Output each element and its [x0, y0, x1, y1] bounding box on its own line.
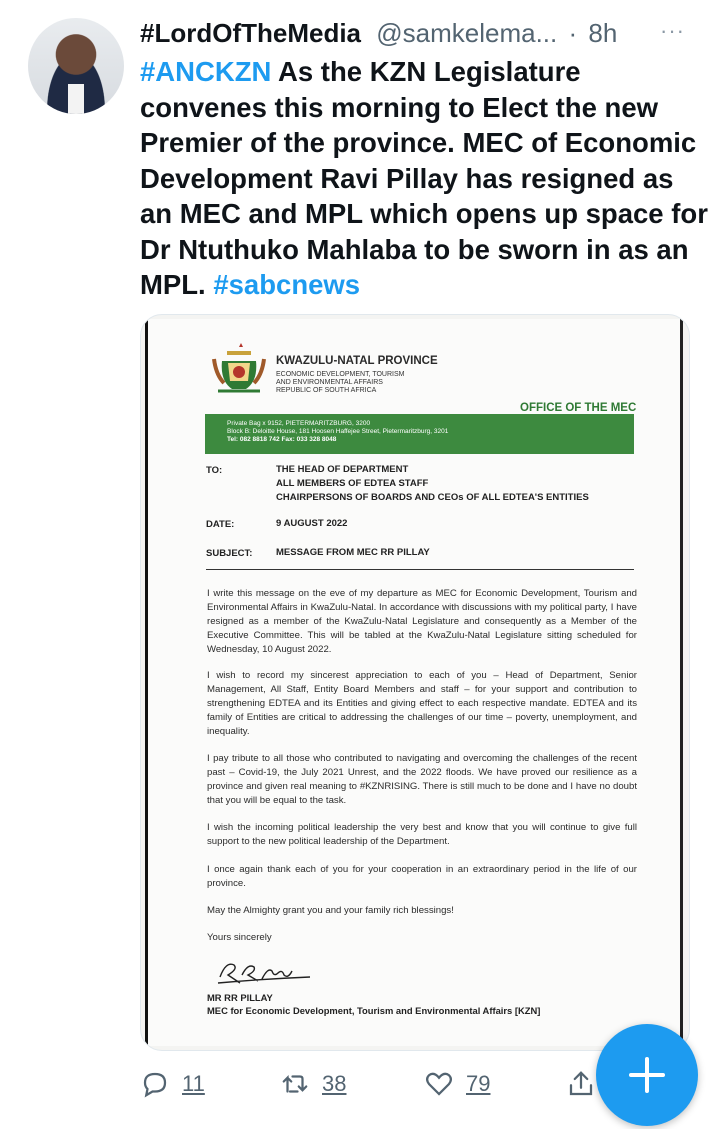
tweet-actions	[140, 1064, 620, 1104]
letterhead-office: OFFICE OF THE MEC	[520, 402, 637, 414]
subject-label: SUBJECT:	[206, 548, 253, 559]
letterhead-department: ECONOMIC DEVELOPMENT, TOURISM AND ENVIRONMENTAL AFFAIRS REPUBLIC OF SOUTH AFRICA	[276, 371, 405, 394]
separator-dot: ·	[568, 18, 578, 48]
reply-button[interactable]	[140, 1064, 205, 1104]
signature-image	[212, 955, 316, 987]
user-handle[interactable]: @samkelema...	[376, 18, 558, 48]
divider	[206, 569, 634, 570]
hashtag-link[interactable]: #ANCKZN	[140, 56, 272, 87]
coat-of-arms-icon	[210, 341, 268, 397]
letter-paragraph: May the Almighty grant you and your family rich blessings!	[207, 905, 454, 916]
like-button[interactable]	[424, 1064, 490, 1104]
share-icon	[566, 1069, 596, 1099]
reply-icon	[140, 1069, 170, 1099]
letter-paragraph: I wish the incoming political leadership the very best and know that you will continue to give full support to the new political leadership of the Department.	[207, 822, 637, 847]
tweet-image[interactable]	[140, 314, 690, 1051]
letter-paragraph: I wish to record my sincerest appreciation to each of you – Head of Department, Senior Management, All Staff, Entity Board Members and staff – for your support and contribution to strengthening EDTEA and its Entities and giving effect to each respective mandate. EDTEA and its family of Entities are critical to addressing the challenges of our time – poverty, unemployment, and inequality.	[207, 670, 637, 737]
retweet-count: 38	[322, 1071, 347, 1096]
letterhead-province: KWAZULU-NATAL PROVINCE	[276, 355, 438, 367]
retweet-icon	[280, 1069, 310, 1099]
timestamp[interactable]: 8h	[588, 18, 618, 48]
to-recipients: THE HEAD OF DEPARTMENT ALL MEMBERS OF EDTEA STAFF CHAIRPERSONS OF BOARDS AND CEOs OF ALL EDTEA'S ENTITIES	[276, 464, 589, 503]
tweet-text	[140, 54, 710, 303]
letter-date: 9 AUGUST 2022	[276, 518, 348, 529]
reply-count: 11	[182, 1071, 205, 1096]
signer-block: MR RR PILLAY MEC for Economic Development, Tourism and Environmental Affairs [KZN]	[207, 992, 541, 1016]
retweet-button[interactable]	[280, 1064, 346, 1104]
letter-paragraph: I write this message on the eve of my departure as MEC for Economic Development, Tourism and Environmental Affairs in KwaZulu-Natal. In accordance with discussions with my political party, I have resigned as a member of the KwaZulu-Natal Legislature and consequently as a Member of the Executive Committee. This will be tabled at the KwaZulu-Natal Legislature sitting scheduled for Wednesday, 10 August 2022.	[207, 588, 637, 655]
ellipsis-icon[interactable]: ···	[660, 18, 685, 43]
heart-icon	[424, 1069, 454, 1099]
hashtag-link[interactable]: #sabcnews	[213, 269, 361, 300]
share-button[interactable]	[566, 1064, 596, 1104]
letter-paragraph: I pay tribute to all those who contributed to navigating and overcoming the challenges of the recent past – Covid-19, the July 2021 Unrest, and the 2022 floods. We have proved our resilience as a province and given real meaning to #KZNRISING. There is still much to be done and I have no doubt that you will be equal to the task.	[207, 753, 637, 806]
tweet-body: As the KZN Legislature convenes this morning to Elect the new Premier of the province. MEC of Economic Development Ravi Pillay has resigned as an MEC and MPL which opens up space for Dr Ntuthuko Mahlaba to be sworn in as an MPL.	[140, 56, 708, 300]
compose-tweet-button[interactable]	[596, 1024, 698, 1126]
letter-paragraph: I once again thank each of you for your cooperation in an extraordinary period in the life of our province.	[207, 864, 637, 889]
letter-document	[145, 319, 683, 1046]
to-label: TO:	[206, 465, 223, 476]
plus-icon	[627, 1055, 667, 1095]
avatar[interactable]	[28, 18, 124, 114]
letterhead-address-bar: Private Bag x 9152, PIETERMARITZBURG, 3200 Block B: Deloitte House, 181 Hoosen Haffejee Street, Pietermaritzburg, 3201 Tel: 082 8818 742 Fax: 033 328 8048	[205, 414, 634, 454]
tweet-header	[140, 16, 700, 50]
like-count: 79	[466, 1071, 491, 1096]
date-label: DATE:	[206, 519, 235, 530]
letter-subject: MESSAGE FROM MEC RR PILLAY	[276, 547, 430, 558]
display-name[interactable]: #LordOfTheMedia	[140, 18, 362, 48]
letter-closing: Yours sincerely	[207, 932, 272, 943]
